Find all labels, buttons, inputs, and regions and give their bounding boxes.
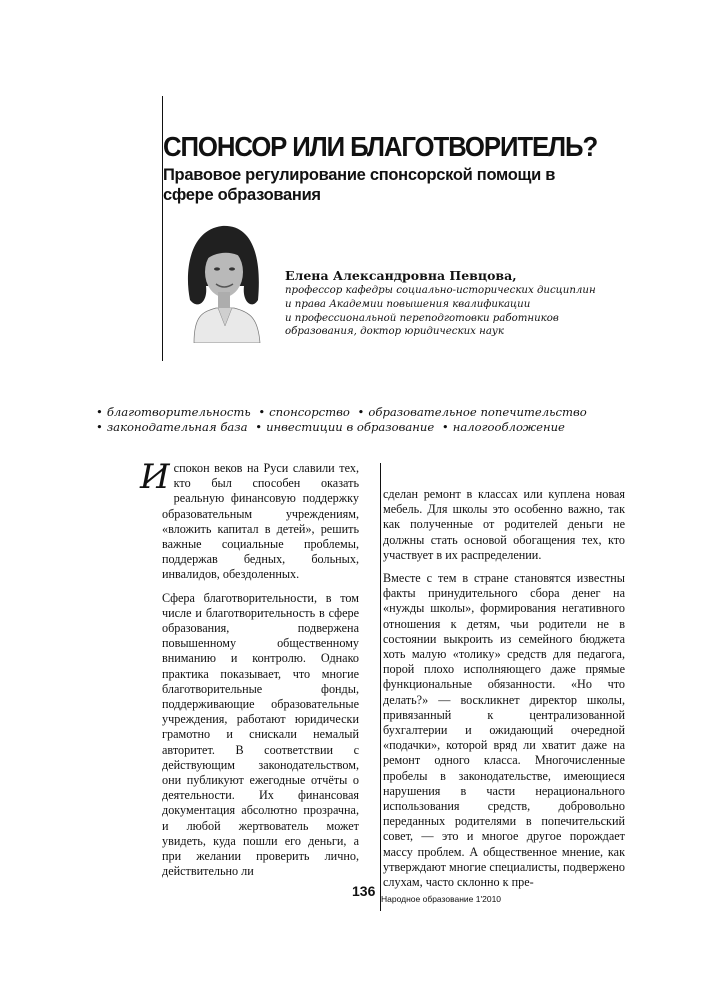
affiliation-line: образования, доктор юридических наук	[285, 326, 504, 338]
journal-name: Народное образование 1'2010	[381, 894, 502, 904]
article-subtitle: Правовое регулирование спонсорской помощи в сфере образования	[163, 166, 556, 204]
author-name: Елена Александровна Певцова,	[285, 268, 517, 283]
keyword: инвестиции в образование	[266, 420, 435, 434]
author-affiliation	[285, 284, 645, 339]
keywords-line-1	[96, 405, 587, 419]
author-photo	[180, 216, 270, 343]
bullet: •	[96, 405, 103, 419]
paragraph	[140, 457, 359, 583]
left-column	[140, 457, 359, 879]
affiliation-line: профессор кафедры социально-исторических дисциплин	[285, 285, 596, 296]
drop-cap: И	[140, 457, 170, 497]
paragraph: сделан ремонт в классах или куплена новая мебель. Для школы это особенно важно, так как полученные от родителей деньги не должны стать основой обогащения тех, кто участвует в их распределении.	[383, 487, 625, 562]
keyword: спонсорство	[269, 405, 350, 419]
author-portrait-image	[180, 216, 270, 343]
bullet: •	[255, 420, 263, 434]
page-number: 136	[352, 883, 376, 899]
paragraph: Сфера благотворительности, в том числе и благотворительность в сфере образования, подвержена повышенному общественному вниманию и контролю. Однако практика показывает, что многие благотворительные фонды, поддерживающие образовательные учреждения, работают юридически грамотно и снискали немалый авторитет. В соответствии с действующим законодательством, они публикуют ежегодные отчёты о деятельности. Их финансовая документация абсолютно прозрачна, и любой жертвователь может увидеть, куда пошли его деньги, а при желании проверить лично, действительно ли	[162, 590, 359, 879]
bullet: •	[441, 420, 449, 434]
paragraph: Вместе с тем в стране становятся известны факты принудительного сбора денег на «нужды школы», формирования негативного отношения к детям, чьи родители не в состоянии выкроить из семейного бюджета хоть малую «толику» средств для педагога, порой плохо исполняющего даже прямые функциональные обязанности. «Но что делать?» — воскликнет директор школы, привязанный к централизованной бухгалтерии и ожидающий очередной «подачки», которой вряд ли хватит даже на ремонт одного класса. Многочисленные пробелы в законодательстве, имеющиеся нарушения в части нерационального использования средств, добровольно переданных родителями в попечительский совет, — это и многое другое порождает массу проблем. А общественное мнение, как утверждают многие специалисты, подвержено слухам, часто склонно к пре-	[383, 571, 625, 890]
keyword: благотворительность	[106, 405, 251, 419]
bullet: •	[258, 405, 266, 419]
keyword: налогообложение	[452, 420, 565, 434]
keywords-line-2	[96, 420, 565, 434]
bullet: •	[96, 420, 103, 434]
affiliation-line: и права Академии повышения квалификации	[285, 298, 531, 310]
affiliation-line: и профессиональной переподготовки работников	[285, 312, 559, 324]
right-column	[383, 487, 625, 890]
column-rule	[380, 463, 381, 911]
bullet: •	[357, 405, 365, 419]
keyword: образовательное попечительство	[368, 405, 587, 419]
article-title: СПОНСОР ИЛИ БЛАГОТВОРИТЕЛЬ?	[163, 131, 598, 162]
paragraph-text: спокон веков на Руси славили тех, кто был способен оказать реальную финансовую поддержку образовательным учреждениям, «вложить капитал в детей», решить важные социальные проблемы, поддержав бедных, больных, инвалидов, обездоленных.	[162, 461, 359, 582]
keyword: законодательная база	[106, 420, 248, 434]
